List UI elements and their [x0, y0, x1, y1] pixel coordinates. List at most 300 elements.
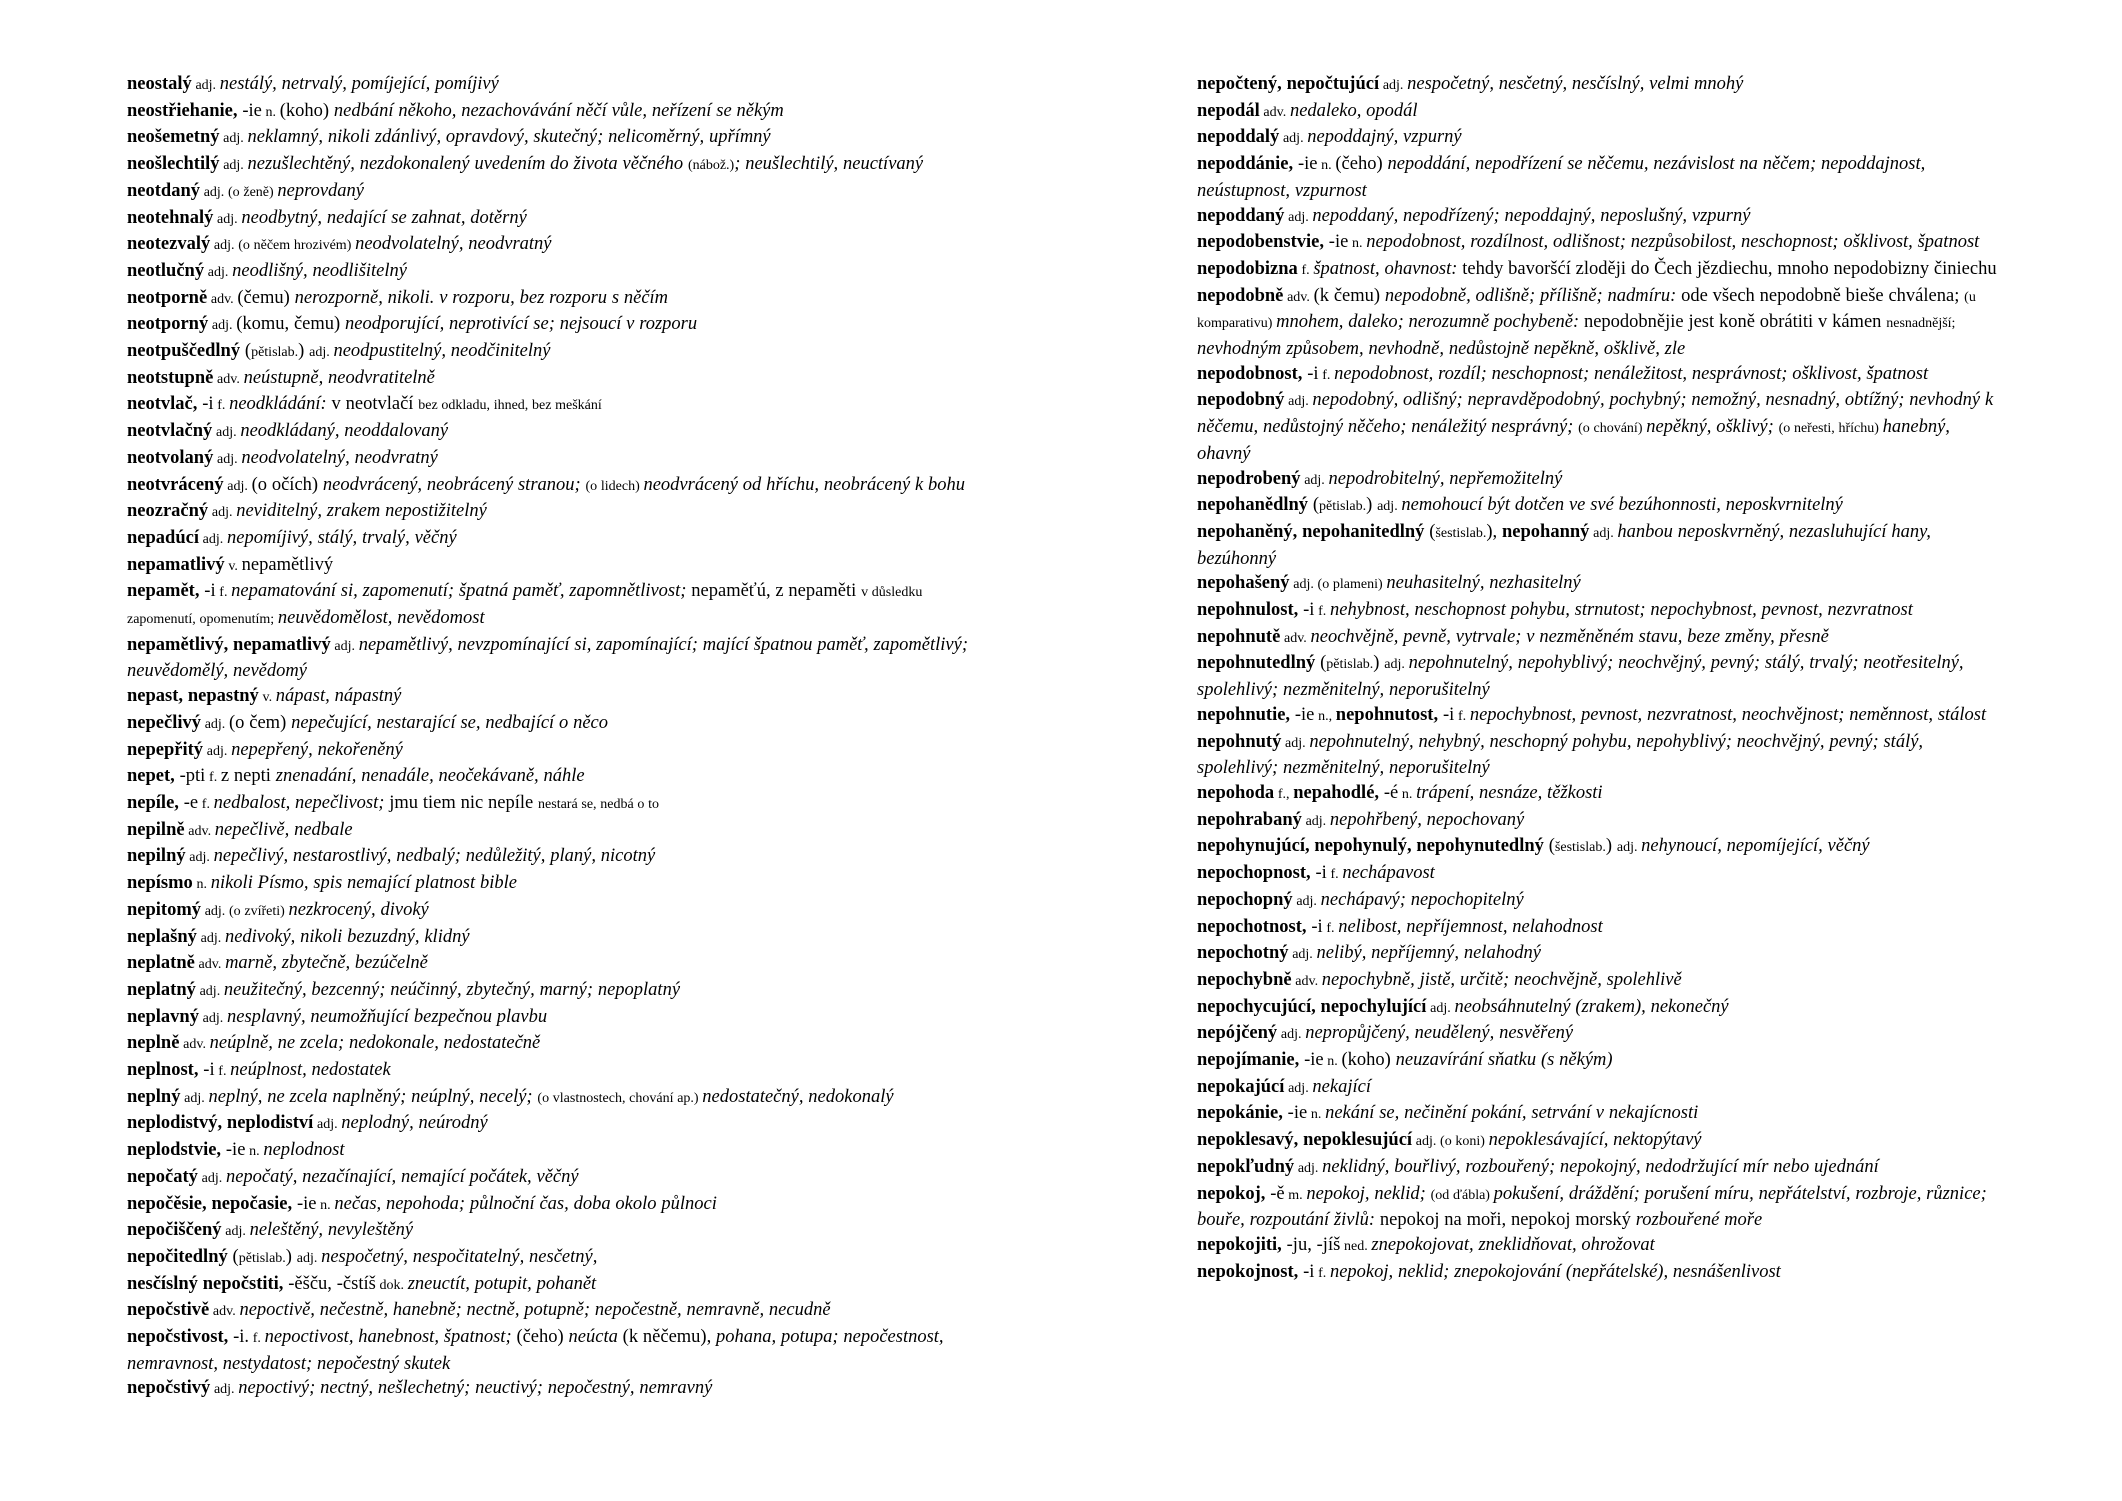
text: ) [285, 1246, 297, 1267]
definition: nelibost, nepříjemnost, nelahodnost [1338, 916, 1603, 937]
headword: nepohaněný, nepohanitedlný [1197, 521, 1425, 542]
headword: neplně [127, 1033, 180, 1054]
dictionary-entry [1197, 730, 2007, 781]
dictionary-entry [127, 1272, 977, 1299]
grammar-note: m. [1284, 1187, 1307, 1203]
definition: nekání se, nečinění pokání, setrvání v nekajícnosti [1325, 1103, 1699, 1124]
headword: nepochybně [1197, 969, 1292, 990]
dictionary-entry [127, 1111, 977, 1138]
definition: nepodobný, odlišný; nepravděpodobný, pochybný; nemožný, nesnadný, obtížný; nevhodný k něčemu, nedůstojný něčeho; nenáležitý nesprávný; [1197, 390, 1994, 438]
definition: neplodný, neúrodný [341, 1113, 488, 1134]
grammar-note: adv. [1283, 289, 1314, 305]
dictionary-entry [127, 1376, 977, 1403]
text: ( [1543, 836, 1555, 857]
grammar-note: adj. [213, 211, 242, 227]
definition: neodvrácený od hříchu, neobrácený k bohu [643, 474, 966, 495]
definition: znepokojovat, zneklidňovat, ohrožovat [1371, 1234, 1655, 1255]
dictionary-entry [1197, 941, 2007, 968]
dictionary-entry [1197, 625, 2007, 652]
grammar-note: adj. [219, 158, 248, 174]
dictionary-entry [127, 684, 977, 711]
grammar-note: f. [249, 1331, 265, 1347]
headword: nepet, [127, 766, 180, 787]
grammar-note: adj. [1384, 657, 1409, 673]
grammar-note: adj. [198, 531, 227, 547]
text: -ie [225, 1140, 246, 1161]
grammar-note: v důsledku zapomenutí, opomenutím; [127, 585, 923, 628]
dictionary-entry [127, 206, 977, 233]
headword: nepilný [127, 846, 186, 867]
dictionary-entry [1197, 204, 2007, 231]
dictionary-entry [1197, 152, 2007, 203]
dictionary-entry [127, 419, 977, 446]
headword: nepodál [1197, 100, 1260, 121]
grammar-note: n. [1317, 158, 1336, 174]
dictionary-entry [1197, 1182, 2007, 1233]
definition: neužitečný, bezcenný; neúčinný, zbytečný, marný; nepoplatný [223, 979, 681, 1000]
text: (k něčemu), [622, 1327, 717, 1348]
dictionary-entry [1197, 861, 2007, 888]
dictionary-entry [1197, 834, 2007, 861]
grammar-note: adj. [296, 1250, 322, 1266]
grammar-note: f. [1454, 708, 1470, 724]
definition: nevhodným způsobem, nevhodně, nedůstojně nepěkně, ošklivě, zle [1197, 339, 1686, 360]
dictionary-entry [127, 1165, 977, 1192]
dictionary-entry [1197, 808, 2007, 835]
dictionary-entry [1197, 388, 2007, 466]
definition: neodbytný, nedající se zahnat, dotěrný [241, 207, 527, 228]
dictionary-entry [127, 844, 977, 871]
definition: nečas, nepohoda; půlnoční čas, doba okolo půlnoci [334, 1193, 717, 1214]
grammar-note: adj. [1426, 1000, 1455, 1016]
grammar-note: n. [245, 1144, 264, 1160]
headword: nepohnutě [1197, 626, 1281, 647]
dictionary-entry [127, 738, 977, 765]
grammar-note: adv. [184, 823, 215, 839]
grammar-note: adj. [1300, 472, 1329, 488]
headword: nepohnutie, [1197, 704, 1295, 725]
definition: nepamětlivý, nevzpomínající si, zapomínající; mající špatnou paměť, zapomětlivý; neuvědomělý, nevědomý [127, 634, 968, 682]
text: ), [1486, 521, 1502, 542]
definition: hanbou neposkvrněný, nezasluhující hany, bezúhonný [1197, 521, 1931, 569]
text: -pti [179, 766, 206, 787]
dictionary-entry [1197, 493, 2007, 520]
definition: nepoctivě, nečestně, hanebně; nectně, potupně; nepočestně, nemravně, necudně [239, 1300, 831, 1321]
grammar-note: n. [1348, 236, 1367, 252]
grammar-note: adj. [309, 345, 334, 361]
grammar-note: adj. [1377, 499, 1402, 515]
dictionary-entry [1197, 571, 2007, 598]
grammar-note: adj. (o plameni) [1289, 577, 1387, 593]
definition: nepodrobitelný, nepřemožitelný [1328, 468, 1563, 489]
grammar-note: bez odkladu, ihned, bez meškání [418, 398, 602, 414]
text: -ie [242, 100, 262, 121]
grammar-note: v. [224, 558, 242, 574]
definition: hanebný, ohavný [1197, 417, 1950, 464]
definition: neuzavírání sňatku (s někým) [1395, 1050, 1613, 1071]
grammar-note: adv. [1291, 973, 1322, 989]
headword: nepokánie, [1197, 1103, 1288, 1124]
text: nepokoj na moři, nepokoj morský [1379, 1210, 1636, 1231]
definition: nezkrocený, divoký [288, 899, 429, 920]
grammar-note: adj. [197, 1170, 226, 1186]
grammar-note: adj. [223, 478, 252, 494]
grammar-note: adj. [1284, 1080, 1313, 1096]
grammar-note: ned. [1340, 1238, 1372, 1254]
headword: nepočstivost, [127, 1327, 234, 1348]
dictionary-entry [127, 579, 977, 632]
grammar-note: f. [1314, 604, 1330, 620]
dictionary-entry [127, 1031, 977, 1058]
headword: nepochycujúcí, nepochylující [1197, 996, 1427, 1017]
headword: nepočtený, nepočtujúcí [1197, 74, 1380, 94]
text: -i [204, 581, 216, 602]
grammar-note: f. [1318, 367, 1335, 383]
definition: neodkládání: [229, 394, 332, 415]
grammar-note: adj. [213, 451, 242, 467]
text: (komu, čemu) [236, 314, 346, 335]
definition: nepodobně, odlišně; přílišně; nadmíru: [1384, 285, 1682, 306]
grammar-note: adj. [1379, 78, 1408, 93]
grammar-note: šestislab. [1554, 840, 1606, 856]
text: -i [1315, 863, 1327, 884]
definition: nepokoj, neklid; znepokojování (nepřátelské), nesnášenlivost [1329, 1261, 1781, 1282]
grammar-note: adj. (o koni) [1412, 1134, 1489, 1150]
definition: neodvolatelný, neodvratný [355, 234, 552, 255]
headword: nepočstivý [127, 1378, 211, 1399]
definition: nepěkný, ošklivý; [1646, 417, 1779, 438]
definition: neplodnost [263, 1140, 345, 1161]
definition: nepečlivě, nedbale [214, 819, 353, 840]
dictionary-entry [127, 526, 977, 553]
headword: nepohašený [1197, 573, 1290, 594]
headword: nepahodlé, [1293, 782, 1384, 803]
definition: nepoddajný, vzpurný [1307, 127, 1462, 148]
grammar-note: adj. [201, 716, 230, 732]
dictionary-entry [1197, 915, 2007, 942]
grammar-note: šestislab. [1435, 525, 1487, 541]
dictionary-entry [127, 99, 977, 126]
definition: nepochybně, jistě, určitě; neochvějně, spolehlivě [1321, 969, 1682, 990]
text: -ie [1294, 704, 1315, 725]
text: ( [227, 1246, 239, 1267]
headword: nepohnutedlný [1197, 653, 1316, 674]
grammar-note: nesnadnější; [1886, 316, 1956, 332]
grammar-note: n. [192, 877, 211, 893]
dictionary-entry [1197, 230, 2007, 257]
definition: neobsáhnutelný (zrakem), nekonečný [1454, 996, 1729, 1017]
grammar-note: f. [214, 1064, 231, 1080]
dictionary-entry [127, 72, 977, 99]
dictionary-entry [127, 925, 977, 952]
grammar-note: (u komparativu) [1197, 289, 1976, 332]
headword: neotporný [127, 314, 209, 335]
definition: marně, zbytečně, bezúčelně [225, 953, 428, 974]
headword: nepočitedlný [127, 1246, 228, 1267]
text: -i [203, 1060, 215, 1081]
dictionary-entry [127, 1298, 977, 1325]
headword: nepohanný [1502, 521, 1590, 542]
dictionary-entry [127, 286, 977, 313]
definition: nepochybnost, pevnost, nezvratnost, neochvějnost; neměnnost, stálost [1469, 704, 1987, 725]
grammar-note: adv. [1259, 104, 1290, 120]
text: -ie [1304, 1050, 1324, 1071]
definition: nespočetný, nesčetný, nesčíslný, velmi mnohý [1407, 74, 1744, 94]
dictionary-entry [1197, 651, 2007, 702]
text: ) [1605, 836, 1617, 857]
headword: nepohoda [1197, 782, 1275, 803]
grammar-note: (o neřesti, hříchu) [1778, 421, 1883, 437]
headword: nepoklesavý, nepoklesujúcí [1197, 1130, 1413, 1151]
definition: nepečlivý, nestarostlivý, nedbalý; nedůležitý, planý, nicotný [213, 846, 656, 867]
headword: nepíle, [127, 792, 184, 813]
dictionary-entry [1197, 362, 2007, 389]
dictionary-entry [127, 1245, 977, 1272]
headword: nepamětlivý, nepamatlivý [127, 634, 331, 655]
headword: nepitomý [127, 899, 201, 920]
text: -i [1307, 363, 1319, 384]
grammar-note: adj. [180, 1090, 209, 1106]
headword: nepoddánie, [1197, 154, 1298, 175]
grammar-note: adj. [219, 131, 248, 147]
grammar-note: adj. [195, 983, 224, 999]
text: -i [1442, 704, 1455, 725]
definition: nelibý, nepříjemný, nelahodný [1316, 943, 1541, 964]
definition: ; neušlechtilý, neuctívaný [734, 154, 924, 175]
dictionary-entry [127, 633, 977, 684]
text: nepamětlivý [241, 554, 334, 575]
dictionary-entry [127, 1192, 977, 1219]
definition: neodkládaný, neoddalovaný [240, 421, 449, 442]
definition: nedivoký, nikoli bezuzdný, klidný [224, 926, 470, 947]
grammar-note: n. [1398, 786, 1417, 802]
headword: nepójčený [1197, 1023, 1278, 1044]
definition: nesplavný, neumožňující bezpečnou plavbu [226, 1006, 548, 1027]
definition: nepočatý, nezačínající, nemající počátek, věčný [225, 1166, 579, 1187]
grammar-note: adv. [209, 1304, 240, 1320]
headword: neošemetný [127, 127, 220, 148]
headword: neotvlačný [127, 421, 213, 442]
definition: nepohnutelný, nepohyblivý; neochvějný, pevný; stálý, trvalý; neotřesitelný, spolehlivý; nezměnitelný, neporušitelný [1197, 653, 1964, 701]
text: ) [298, 341, 310, 362]
dictionary-entry [127, 764, 977, 791]
right-column [1197, 72, 2007, 1286]
definition: nedbalost, nepečlivost; [213, 792, 390, 813]
grammar-note: adv. [213, 371, 244, 387]
grammar-note: pětislab. [1319, 499, 1367, 515]
definition: neodvrácený, neobrácený stranou; [322, 474, 586, 495]
grammar-note: adj. (o něčem hrozivém) [210, 238, 356, 254]
grammar-note: adj. [1616, 840, 1642, 856]
definition: nepamatování si, zapomenutí; špatná paměť, zapomnětlivost; [231, 581, 692, 602]
dictionary-entry [127, 125, 977, 152]
dictionary-entry [1197, 598, 2007, 625]
headword: neotvolaný [127, 447, 214, 468]
headword: nepodobně [1197, 285, 1284, 306]
definition: neústupně, neodvratitelně [243, 367, 435, 388]
dictionary-entry [127, 1325, 977, 1376]
text: z nepti [220, 766, 276, 787]
text: -i [1311, 916, 1323, 937]
headword: neplný [127, 1086, 181, 1107]
text: (o očích) [251, 474, 323, 495]
grammar-note: adj. [1281, 735, 1310, 751]
dictionary-entry [1197, 99, 2007, 126]
headword: nepadúcí [127, 527, 199, 548]
definition: nedbání někoho, nezachovávání něčí vůle, neřízení se někým [333, 100, 784, 121]
grammar-note: f. [205, 770, 221, 786]
dictionary-entry [1197, 257, 2007, 284]
text: -ie [1328, 232, 1349, 253]
dictionary-entry [127, 1058, 977, 1085]
grammar-note: adj. (o ženě) [200, 184, 278, 200]
definition: neleštěný, nevyleštěný [249, 1220, 414, 1241]
grammar-note: f. [215, 585, 232, 601]
definition: nepoctivý; nectný, nešlechetný; neuctivý; nepočestný, nemravný [238, 1378, 713, 1399]
grammar-note: dok. [375, 1277, 408, 1293]
definition: neodpustitelný, neodčinitelný [333, 341, 551, 362]
grammar-note: f., [1274, 786, 1294, 802]
grammar-note: (o lidech) [585, 478, 644, 494]
dictionary-entry [1197, 125, 2007, 152]
definition: pokušení, dráždění; porušení míru, nepřátelství, rozbroje, různice; bouře, rozpoutání živlů: [1197, 1183, 1987, 1231]
headword: neplašný [127, 926, 197, 947]
definition: nepomíjivý, stálý, trvalý, věčný [226, 527, 457, 548]
grammar-note: adj. [1279, 131, 1308, 147]
dictionary-entry [127, 791, 977, 818]
definition: nepodobnost, rozdíl; neschopnost; nenáležitost, nesprávnost; ošklivost, špatnost [1334, 363, 1929, 384]
headword: nepochopný [1197, 889, 1293, 910]
definition: nepoklesávající, nektopýtavý [1488, 1130, 1702, 1151]
definition: nespočetný, nespočitatelný, nesčetný, [321, 1246, 598, 1267]
dictionary-entry [127, 1085, 977, 1112]
definition: zneuctít, potupit, pohanět [407, 1273, 597, 1294]
grammar-note: adv. [207, 291, 238, 307]
definition: neuvědomělost, nevědomost [277, 608, 485, 629]
definition: neplný, ne zcela naplněný; neúplný, necelý; [208, 1086, 538, 1107]
headword: nepodobný [1197, 390, 1285, 411]
grammar-note: adj. [1284, 209, 1313, 225]
grammar-note: (nábož.) [687, 158, 735, 174]
dictionary-entry [1197, 520, 2007, 571]
text: nepaměťú, z nepaměti [691, 581, 862, 602]
dictionary-entry [127, 499, 977, 526]
headword: nepochotnost, [1197, 916, 1312, 937]
headword: nepamatlivý [127, 554, 225, 575]
grammar-note: f. [213, 398, 230, 414]
definition: neúcta [568, 1327, 623, 1348]
headword: nepochotný [1197, 943, 1289, 964]
definition: nepropůjčený, neudělený, nesvěřený [1305, 1023, 1574, 1044]
headword: nepočatý [127, 1166, 198, 1187]
definition: pohana, potupa; nepočestnost, nemravnost, nestydatost; nepočestný skutek [127, 1327, 944, 1374]
grammar-note: adj. [203, 743, 232, 759]
headword: nepodobnost, [1197, 363, 1308, 384]
text: (koho) [279, 100, 334, 121]
dictionary-entry [127, 1138, 977, 1165]
text: (k čemu) [1313, 285, 1385, 306]
definition: mnohem, daleko; nerozumně pochybeně: [1276, 312, 1584, 333]
headword: nepohnutost, [1335, 704, 1443, 725]
definition: neodporující, neprotivící se; nejsoucí v rozporu [345, 314, 698, 335]
text: jmu tiem nic nepíle [389, 792, 539, 813]
text: (čemu) [237, 287, 295, 308]
headword: nepepřitý [127, 739, 204, 760]
definition: neuhasitelný, nezhasitelný [1386, 573, 1581, 594]
definition: nepepřený, nekořeněný [231, 739, 403, 760]
grammar-note: f. [1326, 867, 1343, 883]
grammar-note: pětislab. [251, 345, 299, 361]
grammar-note: (o chování) [1578, 421, 1647, 437]
dictionary-entry [1197, 1260, 2007, 1287]
definition: neodvolatelný, neodvratný [241, 447, 438, 468]
definition: nemohoucí být dotčen ve své bezúhonnosti, neposkvrnitelný [1401, 495, 1843, 516]
grammar-note: adj. [212, 425, 241, 441]
definition: neklamný, nikoli zdánlivý, opravdový, skutečný; nelicoměrný, upřímný [247, 127, 771, 148]
headword: nepamět, [127, 581, 205, 602]
grammar-note: adj. (o zvířeti) [201, 903, 289, 919]
grammar-note: pětislab. [238, 1250, 286, 1266]
dictionary-entry [1197, 1101, 2007, 1128]
headword: nepokojnost, [1197, 1261, 1304, 1282]
dictionary-entry [1197, 995, 2007, 1022]
text: tehdy bavoršćí zloději do Čech jězdiechu, mnoho nepodobizny činiechu [1462, 258, 1997, 279]
grammar-note: adj. [208, 505, 237, 521]
headword: neplodistvý, neplodiství [127, 1113, 314, 1134]
dictionary-entry [1197, 781, 2007, 808]
definition: špatnost, ohavnost: [1313, 258, 1463, 279]
text: -i [1303, 1261, 1315, 1282]
text: (čeho) [516, 1327, 569, 1348]
grammar-note: nestará se, nedbá o to [538, 796, 659, 812]
text: -i. [233, 1327, 249, 1348]
dictionary-entry [127, 871, 977, 898]
text: -e [183, 792, 199, 813]
headword: nepečlivý [127, 712, 201, 733]
grammar-note: adj. [1301, 813, 1330, 829]
grammar-note: n. [1307, 1107, 1326, 1123]
dictionary-entry [1197, 1128, 2007, 1155]
headword: neotvlač, [127, 394, 203, 415]
headword: neplatný [127, 979, 196, 1000]
headword: neošlechtilý [127, 154, 220, 175]
headword: nepast, nepastný [127, 686, 259, 707]
dictionary-entry [127, 446, 977, 473]
definition: nepohřbený, nepochovaný [1329, 809, 1525, 830]
headword: neostřiehanie, [127, 100, 243, 121]
headword: neotporně [127, 287, 208, 308]
grammar-note: adj. [1277, 1027, 1306, 1043]
definition: nerozporně, nikoli. v rozporu, bez rozporu s něčím [294, 287, 669, 308]
grammar-note: (od ďábla) [1430, 1187, 1494, 1203]
text: -ju, -jíš [1286, 1234, 1341, 1255]
text: ( [1424, 521, 1436, 542]
dictionary-entry [1197, 72, 2007, 99]
headword: nepilně [127, 819, 185, 840]
grammar-note: adj. [198, 1010, 227, 1026]
headword: neplatně [127, 953, 195, 974]
grammar-note: adj. [196, 930, 225, 946]
grammar-note: adj. [208, 318, 237, 334]
text: ) [1373, 653, 1385, 674]
dictionary-entry [1197, 284, 2007, 362]
grammar-note: n. [1323, 1054, 1342, 1070]
headword: neotehnalý [127, 207, 214, 228]
dictionary-entry [1197, 888, 2007, 915]
text: v neotvlačí [331, 394, 419, 415]
dictionary-entry [1197, 1021, 2007, 1048]
definition: nechápavý; nepochopitelný [1320, 889, 1524, 910]
